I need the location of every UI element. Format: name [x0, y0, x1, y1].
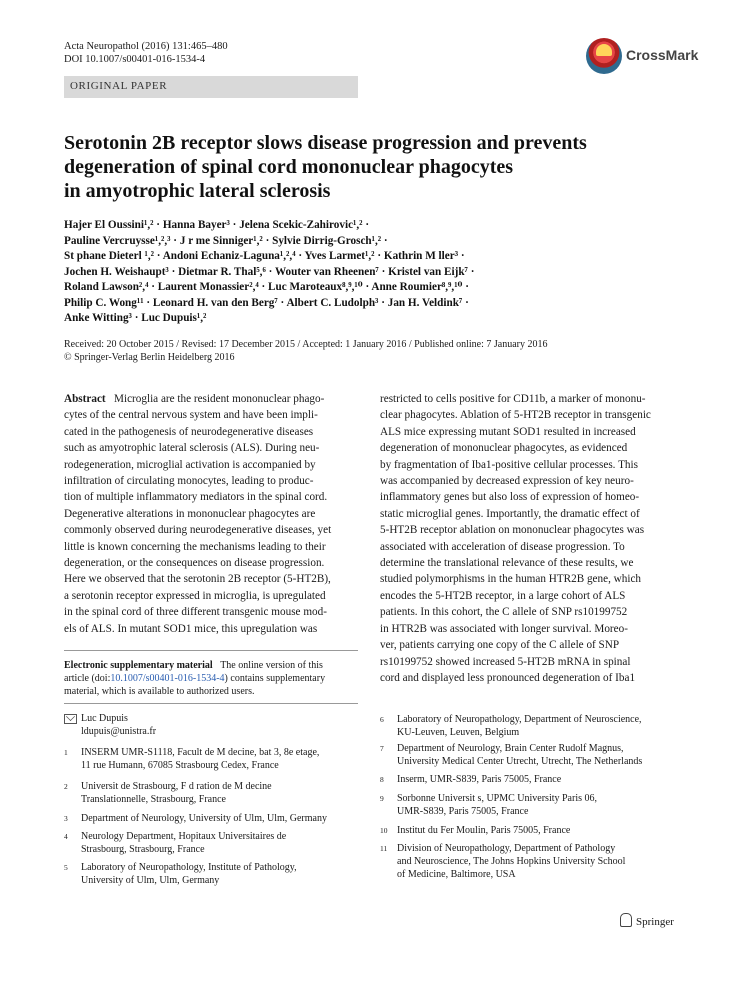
- publisher-name: Springer: [636, 916, 674, 928]
- affiliation-line: Inserm, UMR-S839, Paris 75005, France: [397, 774, 562, 785]
- abstract-line: tion of multiple inflammatory mediators in the spinal cord.: [64, 491, 328, 504]
- author-line: Jochen H. Weishaupt³ · Dietmar R. Thal⁵,⁶ · Wouter van Rheenen⁷ · Kristel van Eijk⁷ ·: [64, 265, 475, 278]
- affiliation-text: [397, 773, 561, 786]
- affiliation-number: 3: [64, 814, 68, 823]
- affiliation-line: INSERM UMR-S1118, Facult de M decine, bat 3, 8e etage,: [81, 747, 320, 758]
- affiliation-number: 2: [64, 782, 68, 791]
- publisher-mark: [620, 913, 674, 928]
- affiliation-line: Neurology Department, Hopitaux Universitaires de: [81, 831, 287, 842]
- affiliation-text: [397, 824, 570, 837]
- copyright-line: © Springer-Verlag Berlin Heidelberg 2016: [64, 352, 235, 363]
- affiliation-text: [81, 780, 272, 806]
- affiliation-line: 11 rue Humann, 67085 Strasbourg Cedex, France: [81, 760, 279, 771]
- affiliation-number: 6: [380, 715, 384, 724]
- affiliation-line: University of Ulm, Ulm, Germany: [81, 875, 220, 886]
- abstract-line: ALS mice expressing mutant SOD1 resulted in increased: [380, 425, 636, 438]
- title-line-2: degeneration of spinal cord mononuclear phagocytes: [64, 156, 514, 178]
- crossmark-label: CrossMark: [626, 47, 699, 63]
- article-type: ORIGINAL PAPER: [70, 80, 168, 92]
- affiliation-line: Department of Neurology, University of Ulm, Ulm, Germany: [81, 813, 327, 824]
- crossmark-icon: [586, 38, 622, 74]
- esm-heading: Electronic supplementary material: [64, 660, 213, 671]
- abstract-line: in HTR2B was associated with longer survival. Moreo-: [380, 622, 628, 635]
- abstract-line: encodes the 5-HT2B receptor, in a large cohort of ALS: [380, 589, 626, 602]
- affiliation-text: [397, 842, 625, 881]
- correspondence-email[interactable]: ldupuis@unistra.fr: [81, 726, 157, 737]
- affiliation-line: KU-Leuven, Leuven, Belgium: [397, 727, 520, 738]
- abstract-line: cord and displayed less pronounced degeneration of Iba1: [380, 671, 636, 684]
- affiliation-line: Department of Neurology, Brain Center Rudolf Magnus,: [397, 743, 624, 754]
- affiliation-line: of Medicine, Baltimore, USA: [397, 869, 516, 880]
- affiliation-number: 1: [64, 748, 68, 757]
- affiliation-line: Universit de Strasbourg, F d ration de M decine: [81, 781, 272, 792]
- affiliation-text: [397, 742, 642, 768]
- journal-doi: DOI 10.1007/s00401-016-1534-4: [64, 54, 206, 65]
- abstract-line: rs10199752 showed increased 5-HT2B mRNA in spinal: [380, 655, 631, 668]
- abstract-line: Microglia are the resident mononuclear phago-: [114, 393, 325, 405]
- abstract-line: cytes of the central nervous system and have been impli-: [64, 409, 318, 422]
- abstract-line: 5-HT2B receptor ablation on mononuclear phagocytes was: [380, 524, 645, 537]
- affiliation-text: [81, 812, 327, 825]
- correspondence: [64, 712, 358, 740]
- esm-text-2: article (doi:: [64, 673, 111, 684]
- affiliation-line: Sorbonne Universit s, UPMC University Paris 06,: [397, 793, 597, 804]
- journal-line-1: Acta Neuropathol (2016) 131:465–480: [64, 41, 228, 52]
- abstract-line: rodegeneration, microglial activation is accompanied by: [64, 458, 316, 471]
- author-line: Anke Witting³ · Luc Dupuis¹,²: [64, 312, 207, 324]
- abstract-line: patients. In this cohort, the C allele of SNP rs10199752: [380, 606, 628, 619]
- author-line: Philip C. Wong¹¹ · Leonard H. van den Berg⁷ · Albert C. Ludolph³ · Jan H. Veldink⁷ ·: [64, 296, 469, 309]
- author-line: Roland Lawson²,⁴ · Laurent Monassier²,⁴ · Luc Maroteaux⁸,⁹,¹⁰ · Anne Roumier⁸,⁹,¹⁰ ·: [64, 281, 469, 293]
- abstract-line: associated with acceleration of disease progression. To: [380, 540, 625, 553]
- doi-link[interactable]: 10.1007/s00401-016-1534-4: [110, 673, 225, 684]
- abstract-left-column: [64, 391, 358, 637]
- article-title: [64, 131, 674, 203]
- title-line-1: Serotonin 2B receptor slows disease progression and prevents: [64, 132, 587, 154]
- esm-text-1: The online version of this: [220, 660, 323, 671]
- affiliation-text: [397, 792, 597, 818]
- supplementary-note: [64, 659, 358, 698]
- abstract-line-first: [64, 391, 358, 407]
- correspondence-divider: [64, 703, 358, 704]
- abstract-line: cated in the pathogenesis of neurodegenerative diseases: [64, 425, 314, 438]
- journal-citation: [64, 40, 228, 66]
- springer-horse-icon: [620, 913, 632, 927]
- title-line-3: in amyotrophic lateral sclerosis: [64, 180, 331, 202]
- author-line: St phane Dieterl ¹,² · Andoni Echaniz-Laguna¹,²,⁴ · Yves Larmet¹,² · Kathrin M ller³ ·: [64, 250, 465, 262]
- author-list: [64, 218, 664, 327]
- dates-line: Received: 20 October 2015 / Revised: 17 December 2015 / Accepted: 1 January 2016 / Published online: 7 January 2016: [64, 339, 548, 350]
- affiliation-number: 11: [380, 844, 388, 853]
- publication-dates: [64, 338, 684, 364]
- esm-text-3: ) contains supplementary: [224, 673, 326, 684]
- abstract-line: by fragmentation of Iba1-positive cellular processes. This: [380, 458, 638, 471]
- abstract-line: determine the translational relevance of these results, we: [380, 557, 634, 570]
- affiliation-line: Strasbourg, Strasbourg, France: [81, 844, 205, 855]
- affiliation-text: [81, 830, 286, 856]
- abstract-line: restricted to cells positive for CD11b, a marker of mononu-: [380, 393, 646, 405]
- affiliation-text: [81, 746, 319, 772]
- abstract-line: els of ALS. In mutant SOD1 mice, this upregulation was: [64, 622, 318, 635]
- affiliation-line: Institut du Fer Moulin, Paris 75005, France: [397, 825, 571, 836]
- abstract-line: was accompanied by decreased expression of key neuro-: [380, 475, 634, 488]
- abstract-line: inflammatory genes but also loss of expression of homeo-: [380, 491, 640, 504]
- footnote-divider: [64, 650, 358, 651]
- abstract-line: such as amyotrophic lateral sclerosis (ALS). During neu-: [64, 442, 320, 455]
- article-type-band: [64, 76, 358, 98]
- affiliation-number: 8: [380, 775, 384, 784]
- abstract-line: static microglial genes. Importantly, the dramatic effect of: [380, 507, 640, 520]
- affiliation-line: and Neuroscience, The Johns Hopkins University School: [397, 856, 626, 867]
- crossmark-badge[interactable]: [586, 38, 716, 80]
- abstract-right-column: [380, 391, 674, 686]
- abstract-line: little is known concerning the mechanisms leading to their: [64, 540, 326, 553]
- abstract-line: clear phagocytes. Ablation of 5-HT2B receptor in transgenic: [380, 409, 651, 422]
- affiliation-line: Translationnelle, Strasbourg, France: [81, 794, 226, 805]
- affiliation-line: Division of Neuropathology, Department of Pathology: [397, 843, 616, 854]
- esm-line-1: [64, 659, 358, 672]
- abstract-line: infiltration of circulating monocytes, leading to produc-: [64, 475, 314, 488]
- author-line: Pauline Vercruysse¹,²,³ · J r me Sinniger¹,² · Sylvie Dirrig-Grosch¹,² ·: [64, 234, 388, 247]
- author-line: Hajer El Oussini¹,² · Hanna Bayer³ · Jelena Scekic-Zahirovic¹,² ·: [64, 219, 370, 231]
- affiliation-number: 10: [380, 826, 388, 835]
- abstract-line: studied polymorphisms in the human HTR2B gene, which: [380, 573, 642, 586]
- abstract-line: Degenerative alterations in mononuclear phagocytes are: [64, 507, 316, 520]
- abstract-line: a serotonin receptor expressed in microglia, is upregulated: [64, 589, 326, 602]
- affiliation-number: 4: [64, 832, 68, 841]
- correspondence-name: Luc Dupuis: [81, 713, 128, 724]
- esm-line-3: material, which is available to authorized users.: [64, 686, 255, 697]
- affiliation-text: [81, 861, 297, 887]
- abstract-line: ver, patients carrying one copy of the C allele of SNP: [380, 639, 620, 652]
- affiliation-number: 7: [380, 744, 384, 753]
- affiliation-text: [397, 713, 642, 739]
- abstract-line: degeneration, or the consequences on disease progression.: [64, 557, 325, 570]
- abstract-line: in the spinal cord of three different transgenic mouse mod-: [64, 606, 327, 619]
- affiliation-number: 5: [64, 863, 68, 872]
- envelope-icon: [64, 714, 77, 724]
- affiliation-line: Laboratory of Neuropathology, Institute of Pathology,: [81, 862, 297, 873]
- abstract-line: Here we observed that the serotonin 2B receptor (5-HT2B),: [64, 573, 331, 586]
- affiliation-number: 9: [380, 794, 384, 803]
- abstract-line: degeneration of mononuclear phagocytes, as evidenced: [380, 442, 628, 455]
- affiliation-line: University Medical Center Utrecht, Utrecht, The Netherlands: [397, 756, 643, 767]
- esm-line-2: [64, 672, 358, 685]
- abstract-line: commonly observed during neurodegenerative diseases, yet: [64, 524, 332, 537]
- affiliation-line: UMR-S839, Paris 75005, France: [397, 806, 529, 817]
- affiliation-line: Laboratory of Neuropathology, Department of Neuroscience,: [397, 714, 642, 725]
- abstract-heading: Abstract: [64, 393, 106, 405]
